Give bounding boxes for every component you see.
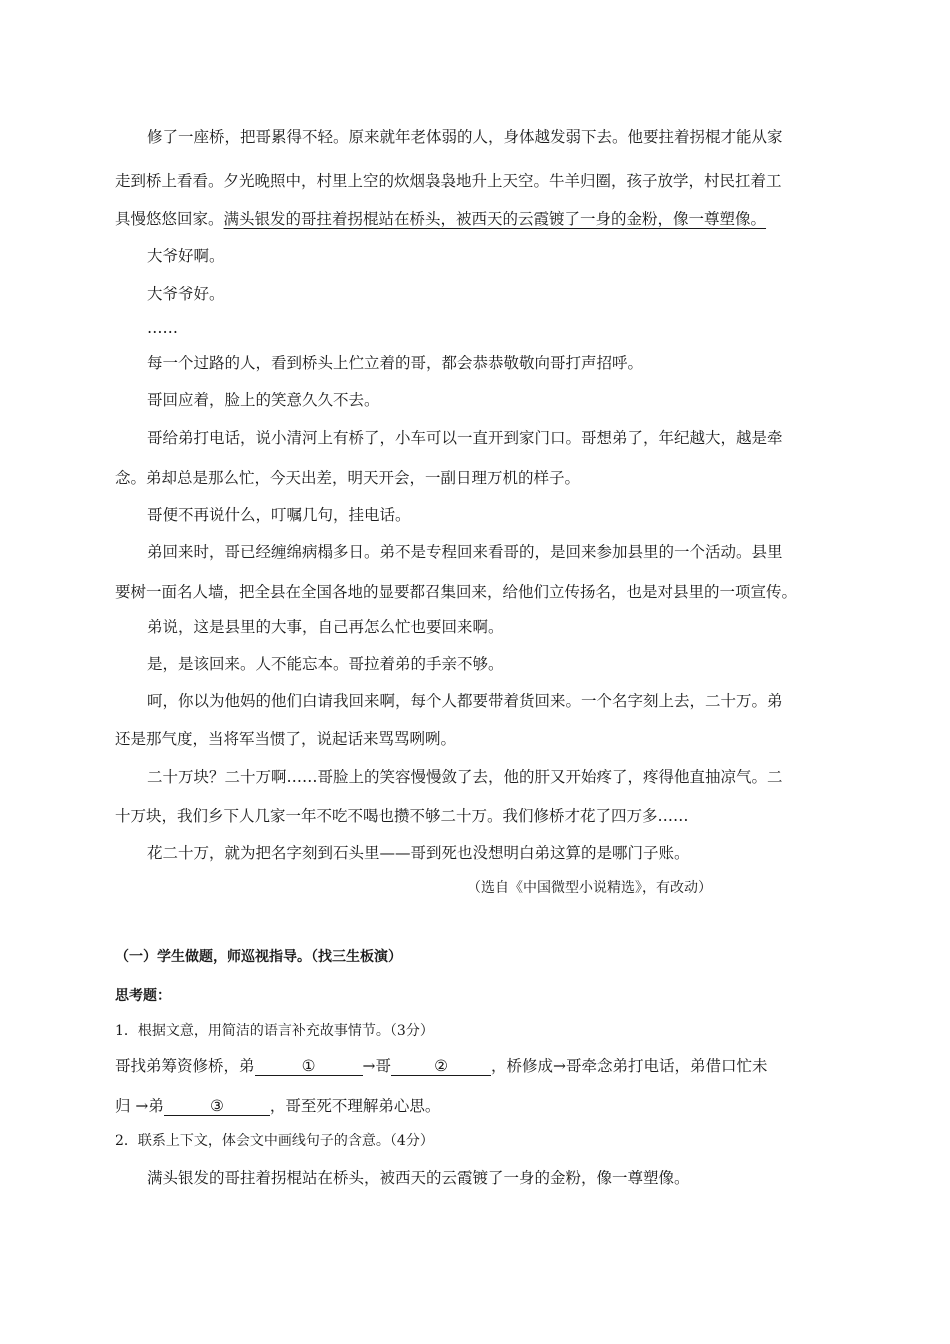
source-attribution: （选自《中国微型小说精选》，有改动）	[467, 880, 712, 896]
story-paragraph-1-line-1: 修了一座桥，把哥累得不轻。原来就年老体弱的人，身体越发弱下去。他要拄着拐棍才能从家	[147, 128, 783, 146]
story-paragraph-3: 大爷爷好。	[147, 285, 225, 303]
answer-blank-1[interactable]: ①	[255, 1057, 363, 1076]
question-2-quoted-sentence: 满头银发的哥拄着拐棍站在桥头，被西天的云霞镀了一身的金粉，像一尊塑像。	[147, 1169, 690, 1187]
answer-text: 哥找弟筹资修桥，弟	[115, 1057, 255, 1075]
story-paragraph-7-line-1: 哥给弟打电话，说小清河上有桥了，小车可以一直开到家门口。哥想弟了，年纪越大，越是牵	[147, 429, 783, 447]
answer-blank-2[interactable]: ②	[391, 1057, 491, 1076]
story-paragraph-12-line-1: 呵，你以为他妈的他们白请我回来啊，每个人都要带着货回来。一个名字刻上去，二十万。弟	[147, 692, 783, 710]
story-paragraph-11: 是，是该回来。人不能忘本。哥拉着弟的手亲不够。	[147, 655, 504, 673]
question-1: 1．根据文意，用简洁的语言补充故事情节。（3分）	[115, 1023, 434, 1039]
story-paragraph-14: 花二十万，就为把名字刻到石头里——哥到死也没想明白弟这算的是哪门子账。	[147, 844, 690, 862]
question-1-answer-line-1	[115, 1056, 768, 1076]
answer-text: ，桥修成→哥牵念弟打电话，弟借口忙未	[491, 1057, 768, 1075]
question-1-answer-line-2	[115, 1096, 440, 1116]
story-ellipsis: ……	[147, 319, 178, 337]
story-paragraph-13-line-1: 二十万块？二十万啊……哥脸上的笑容慢慢敛了去，他的肝又开始疼了，疼得他直抽凉气。二	[147, 768, 783, 786]
section-heading: （一）学生做题，师巡视指导。（找三生板演）	[115, 949, 402, 965]
story-paragraph-1-line-2: 走到桥上看看。夕光晚照中，村里上空的炊烟袅袅地升上天空。牛羊归圈，孩子放学，村民扛着工	[115, 172, 782, 190]
story-paragraph-10: 弟说，这是县里的大事，自己再怎么忙也要回来啊。	[147, 618, 504, 636]
question-2: 2．联系上下文，体会文中画线句子的含意。（4分）	[115, 1133, 434, 1149]
answer-text: 归 →弟	[115, 1097, 164, 1115]
answer-blank-3[interactable]: ③	[164, 1097, 270, 1116]
story-paragraph-5: 每一个过路的人，看到桥头上伫立着的哥，都会恭恭敬敬向哥打声招呼。	[147, 354, 644, 372]
story-paragraph-9-line-1: 弟回来时，哥已经缠绵病榻多日。弟不是专程回来看哥的，是回来参加县里的一个活动。县里	[147, 543, 783, 561]
underlined-sentence: 满头银发的哥拄着拐棍站在桥头，被西天的云霞镀了一身的金粉，像一尊塑像。	[223, 210, 767, 228]
story-paragraph-6: 哥回应着，脸上的笑意久久不去。	[147, 391, 380, 409]
answer-text: ，哥至死不理解弟心思。	[269, 1097, 441, 1115]
story-paragraph-1-line-3	[115, 209, 766, 229]
story-paragraph-8: 哥便不再说什么，叮嘱几句，挂电话。	[147, 506, 411, 524]
story-paragraph-13-line-2: 十万块，我们乡下人几家一年不吃不喝也攒不够二十万。我们修桥才花了四万多……	[115, 807, 689, 825]
story-paragraph-2: 大爷好啊。	[147, 247, 225, 265]
story-text: 具慢悠悠回家。	[115, 210, 224, 228]
story-paragraph-12-line-2: 还是那气度，当将军当惯了，说起话来骂骂咧咧。	[115, 730, 457, 748]
answer-text: →哥	[362, 1057, 392, 1075]
story-paragraph-9-line-2: 要树一面名人墙，把全县在全国各地的显要都召集回来，给他们立传扬名，也是对县里的一项宣传。	[115, 583, 798, 601]
story-paragraph-7-line-2: 念。弟却总是那么忙，今天出差，明天开会，一副日理万机的样子。	[115, 469, 581, 487]
think-questions-label: 思考题：	[115, 988, 171, 1004]
